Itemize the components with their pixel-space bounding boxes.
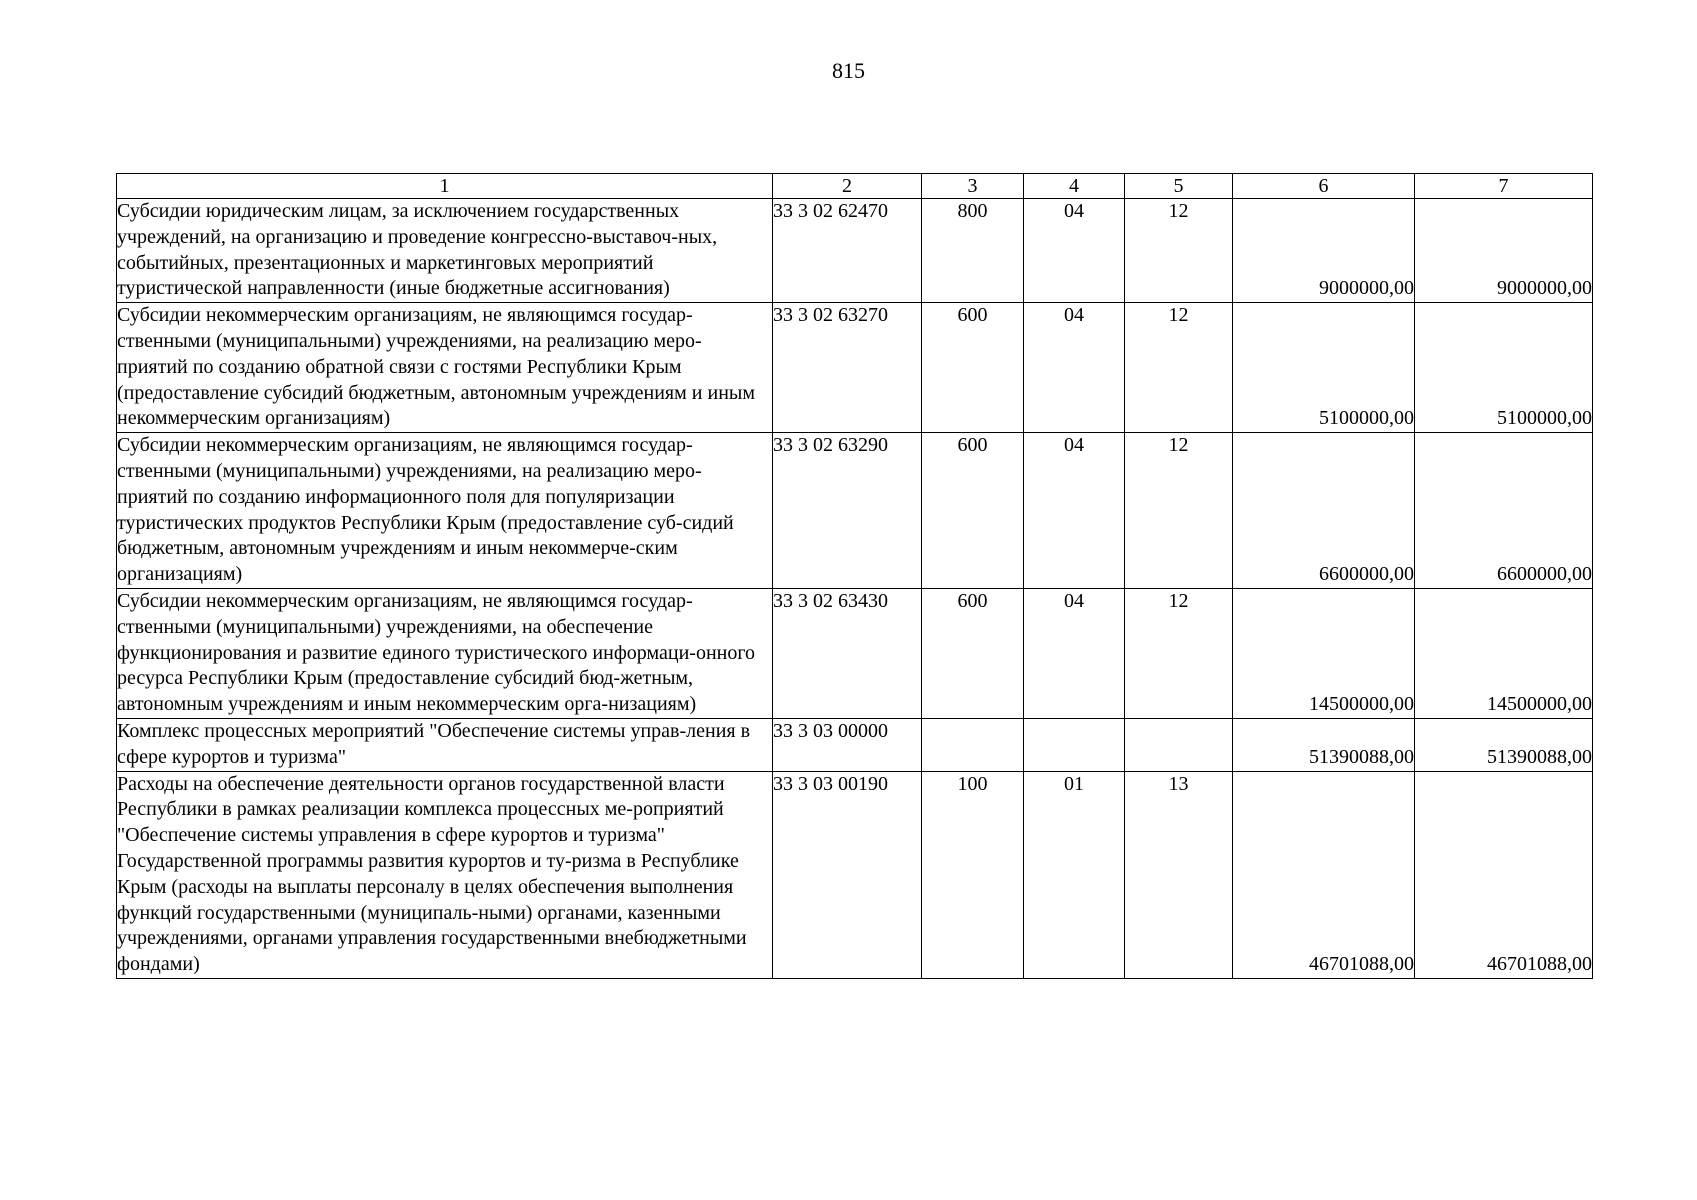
amount-col7-cell: 9000000,00 <box>1415 199 1593 303</box>
header-cell: 1 <box>117 174 773 199</box>
section-cell: 01 <box>1024 771 1125 978</box>
amount-col6-cell: 6600000,00 <box>1233 433 1415 589</box>
header-cell: 7 <box>1415 174 1593 199</box>
expense-type-cell: 600 <box>922 433 1024 589</box>
budget-table <box>116 173 1593 979</box>
subsection-cell: 12 <box>1125 303 1233 433</box>
expense-type-cell <box>922 718 1024 771</box>
header-cell: 4 <box>1024 174 1125 199</box>
target-code-cell: 33 3 03 00000 <box>773 718 922 771</box>
expense-name-cell: Субсидии юридическим лицам, за исключением государственных учреждений, на организацию и проведение конгрессно-выставоч-ных, событийных, презентационных и маркетинговых мероприятий туристической направленности (иные бюджетные ассигнования) <box>117 199 773 303</box>
expense-name-cell: Субсидии некоммерческим организациям, не являющимся государ-ственными (муниципальными) учреждениями, на реализацию меро-приятий по созданию информационного поля для популяризации туристических продуктов Республики Крым (предоставление суб-сидий бюджетным, автономным учреждениям и иным некоммерче-ским организациям) <box>117 433 773 589</box>
header-cell: 2 <box>773 174 922 199</box>
amount-col6-cell: 14500000,00 <box>1233 588 1415 718</box>
table-row <box>117 433 1593 589</box>
section-cell: 04 <box>1024 588 1125 718</box>
amount-col6-cell: 5100000,00 <box>1233 303 1415 433</box>
header-cell: 6 <box>1233 174 1415 199</box>
target-code-cell: 33 3 02 62470 <box>773 199 922 303</box>
header-cell: 5 <box>1125 174 1233 199</box>
target-code-cell: 33 3 03 00190 <box>773 771 922 978</box>
expense-type-cell: 600 <box>922 588 1024 718</box>
amount-col7-cell: 46701088,00 <box>1415 771 1593 978</box>
table-row <box>117 303 1593 433</box>
amount-col6-cell: 51390088,00 <box>1233 718 1415 771</box>
subsection-cell: 13 <box>1125 771 1233 978</box>
section-cell: 04 <box>1024 199 1125 303</box>
amount-col6-cell: 9000000,00 <box>1233 199 1415 303</box>
section-cell: 04 <box>1024 433 1125 589</box>
expense-name-cell: Субсидии некоммерческим организациям, не являющимся государ-ственными (муниципальными) учреждениями, на реализацию меро-приятий по созданию обратной связи с гостями Республики Крым (предоставление субсидий бюджетным, автономным учреждениям и иным некоммерческим организациям) <box>117 303 773 433</box>
table-row <box>117 771 1593 978</box>
header-cell: 3 <box>922 174 1024 199</box>
target-code-cell: 33 3 02 63270 <box>773 303 922 433</box>
section-cell: 04 <box>1024 303 1125 433</box>
table-row <box>117 199 1593 303</box>
target-code-cell: 33 3 02 63430 <box>773 588 922 718</box>
amount-col7-cell: 6600000,00 <box>1415 433 1593 589</box>
expense-name-cell: Комплекс процессных мероприятий "Обеспечение системы управ-ления в сфере курортов и туризма" <box>117 718 773 771</box>
table-row <box>117 588 1593 718</box>
page-number: 815 <box>832 58 865 83</box>
subsection-cell <box>1125 718 1233 771</box>
expense-type-cell: 600 <box>922 303 1024 433</box>
target-code-cell: 33 3 02 63290 <box>773 433 922 589</box>
expense-name-cell: Субсидии некоммерческим организациям, не являющимся государ-ственными (муниципальными) учреждениями, на обеспечение функционирования и развитие единого туристического информаци-онного ресурса Республики Крым (предоставление субсидий бюд-жетным, автономным учреждениям и иным некоммерческим орга-низациям) <box>117 588 773 718</box>
section-cell <box>1024 718 1125 771</box>
expense-name-cell: Расходы на обеспечение деятельности органов государственной власти Республики в рамках реализации комплекса процессных ме-роприятий "Обеспечение системы управления в сфере курортов и туризма" Государственной программы развития курортов и ту-ризма в Республике Крым (расходы на выплаты персоналу в целях обеспечения выполнения функций государственными (муниципаль-ными) органами, казенными учреждениями, органами управления государственными внебюджетными фондами) <box>117 771 773 978</box>
table-row <box>117 718 1593 771</box>
subsection-cell: 12 <box>1125 199 1233 303</box>
table-header-row <box>117 174 1593 199</box>
amount-col7-cell: 51390088,00 <box>1415 718 1593 771</box>
amount-col7-cell: 14500000,00 <box>1415 588 1593 718</box>
expense-type-cell: 800 <box>922 199 1024 303</box>
subsection-cell: 12 <box>1125 433 1233 589</box>
subsection-cell: 12 <box>1125 588 1233 718</box>
amount-col7-cell: 5100000,00 <box>1415 303 1593 433</box>
amount-col6-cell: 46701088,00 <box>1233 771 1415 978</box>
expense-type-cell: 100 <box>922 771 1024 978</box>
